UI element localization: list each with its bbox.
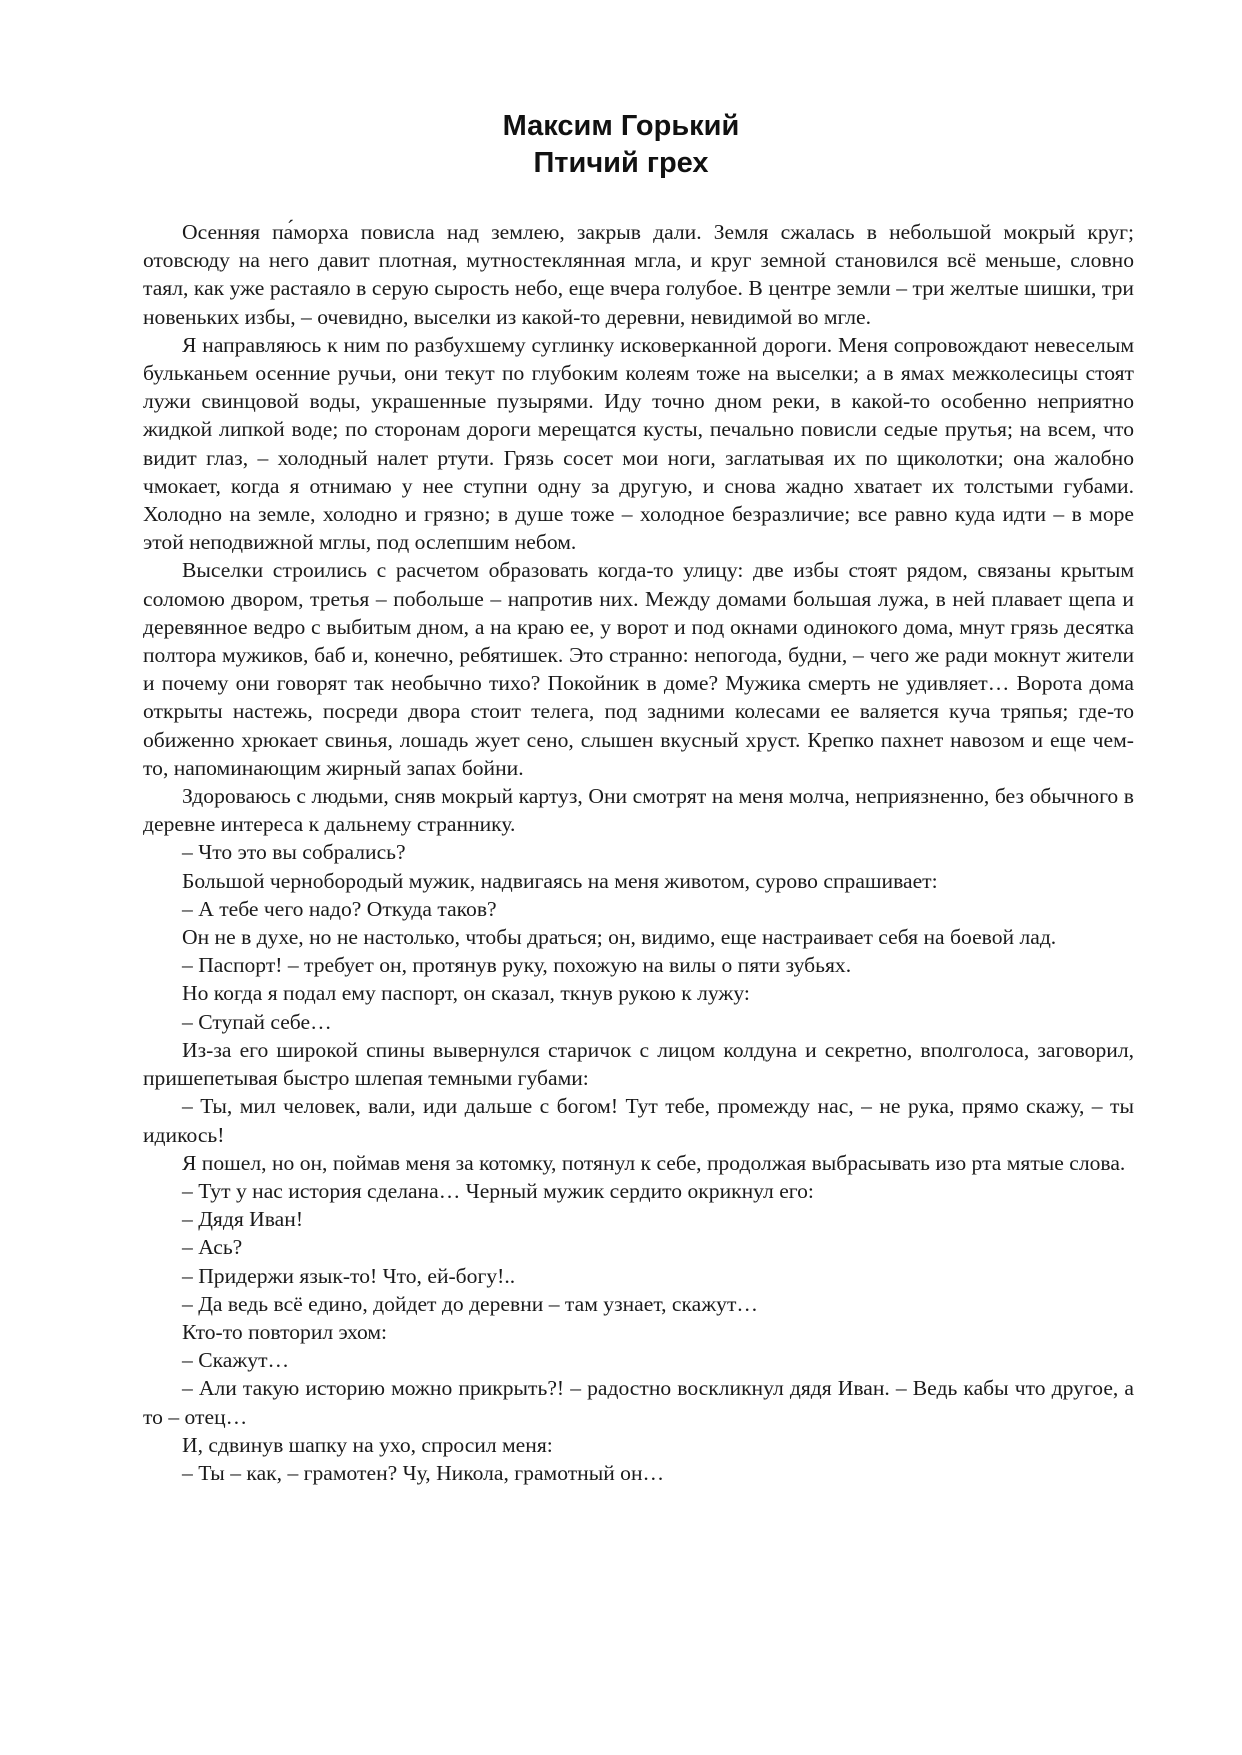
- dialogue-line: – Али такую историю можно прикрыть?! – радостно воскликнул дядя Иван. – Ведь кабы что другое, а то – отец…: [143, 1376, 1134, 1429]
- dialogue-line: – Тут у нас история сделана… Черный мужик сердито окрикнул его:: [182, 1178, 814, 1203]
- story-text: [143, 218, 1134, 1487]
- dialogue-line: – Паспорт! – требует он, протянув руку, похожую на вилы о пяти зубьях.: [182, 953, 852, 978]
- paragraph: Кто-то повторил эхом:: [182, 1319, 388, 1344]
- paragraph: Здороваюсь с людьми, сняв мокрый картуз, Они смотрят на меня молча, неприязненно, без обычного в деревне интереса к дальнему страннику.: [143, 784, 1134, 837]
- dialogue-line: – Ты – как, – грамотен? Чу, Никола, грамотный он…: [182, 1460, 665, 1485]
- paragraph: Я пошел, но он, поймав меня за котомку, потянул к себе, продолжая выбрасывать изо рта мятые слова.: [182, 1150, 1126, 1175]
- author-name: Максим Горький: [502, 110, 740, 142]
- title-block: [0, 108, 1242, 182]
- paragraph: Осенняя па́морха повисла над землею, закрыв дали. Земля сжалась в небольшой мокрый круг; отовсюду на него давит плотная, мутностеклянная мгла, и круг земной становился всё меньше, словно таял, как уже растаяло в серую сырость небо, еще вчера голубое. В центре земли – три желтые шишки, три новеньких избы, – очевидно, выселки из какой-то деревни, невидимой во мгле.: [143, 220, 1134, 329]
- dialogue-line: – Дядя Иван!: [182, 1207, 304, 1232]
- dialogue-line: – Ты, мил человек, вали, иди дальше с богом! Тут тебе, промежду нас, – не рука, прямо скажу, – ты идикось!: [143, 1094, 1134, 1147]
- dialogue-line: – Что это вы собрались?: [182, 840, 406, 865]
- paragraph: Но когда я подал ему паспорт, он сказал, ткнув рукою к лужу:: [182, 981, 750, 1006]
- paragraph: Из-за его широкой спины вывернулся старичок с лицом колдуна и секретно, вполголоса, заговорил, пришепетывая быстро шлепая темными губами:: [143, 1037, 1134, 1091]
- paragraph: Я направляюсь к ним по разбухшему суглинку исковерканной дороги. Меня сопровождают невеселым бульканьем осенние ручьи, они текут по глубоким колеям тоже на выселки; а в ямах межколесицы стоят лужи свинцовой воды, украшенные пузырями. Иду точно дном реки, в какой-то особенно неприятно жидкой липкой воде; по сторонам дороги мерещатся кусты, печально повисли седые прутья; на всем, что видит глаз, – холодный налет ртути. Грязь сосет мои ноги, заглатывая их по щиколотки; она жалобно чмокает, когда я отнимаю у нее ступни одну за другую, и снова жадно хватает их толстыми губами. Холодно на земле, холодно и грязно; в душе тоже – холодное безразличие; все равно куда идти – в море этой неподвижной мглы, под ослепшим небом.: [143, 332, 1134, 555]
- paragraph: Выселки строились с расчетом образовать когда-то улицу: две избы стоят рядом, связаны крытым соломою двором, третья – побольше – напротив них. Между домами большая лужа, в ней плавает щепа и деревянное ведро с выбитым дном, а на краю ее, у ворот и под окнами одинокого дома, мнут грязь десятка полтора мужиков, баб и, конечно, ребятишек. Это странно: непогода, будни, – чего же ради мокнут жители и почему они говорят так необычно тихо? Покойник в доме? Мужика смерть не удивляет… Ворота дома открыты настежь, посреди двора стоит телега, под задними колесами ее валяется куча тряпья; где-то обиженно хрюкает свинья, лошадь жует сено, слышен вкусный хруст. Крепко пахнет навозом и еще чем-то, напоминающим жирный запах бойни.: [143, 558, 1134, 780]
- dialogue-line: – Ступай себе…: [182, 1009, 332, 1034]
- story-title: Птичий грех: [533, 147, 709, 179]
- dialogue-line: – Скажут…: [182, 1348, 290, 1373]
- dialogue-line: – Да ведь всё едино, дойдет до деревни – там узнает, скажут…: [182, 1291, 759, 1316]
- dialogue-line: – А тебе чего надо? Откуда таков?: [182, 896, 497, 921]
- dialogue-line: – Ась?: [182, 1235, 243, 1260]
- paragraph: Большой чернобородый мужик, надвигаясь на меня животом, сурово спрашивает:: [182, 868, 938, 893]
- dialogue-line: – Придержи язык-то! Что, ей-богу!..: [182, 1263, 516, 1288]
- paragraph: Он не в духе, но не настолько, чтобы драться; он, видимо, еще настраивает себя на боевой лад.: [182, 925, 1057, 950]
- paragraph: И, сдвинув шапку на ухо, спросил меня:: [182, 1432, 553, 1457]
